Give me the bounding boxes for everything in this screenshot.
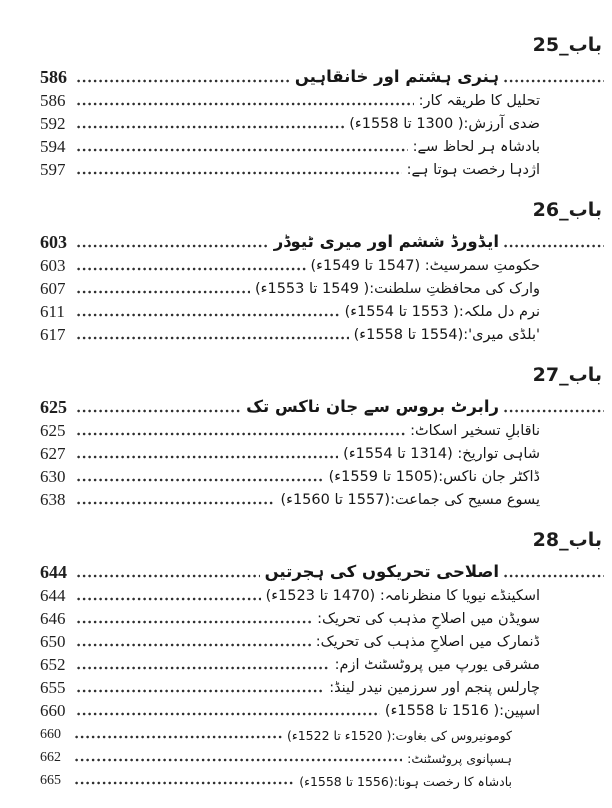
toc-entry-row: [40, 674, 540, 697]
page-number: 625: [40, 421, 66, 441]
chapter-section-28: [40, 527, 604, 789]
page-number: 603: [40, 256, 66, 276]
toc-entry-row: [40, 582, 540, 605]
toc-entry-row: [40, 697, 540, 720]
page-number: 627: [40, 444, 66, 464]
chapter-heading: باب_28: [532, 529, 602, 551]
dot-leader: [504, 574, 604, 578]
toc-entry-row: [40, 321, 540, 344]
dot-leader: [77, 597, 261, 601]
entry-text: ڈاکٹر جان ناکس:(1505 تا 1559ء): [328, 468, 540, 485]
entry-text: چارلس پنجم اور سرزمین نیدر لینڈ:: [329, 679, 540, 696]
dot-leader: [504, 244, 604, 248]
toc-entry-row: [40, 651, 540, 674]
chapter-heading: باب_27: [532, 364, 602, 386]
dot-leader: [77, 148, 408, 152]
dot-leader: [75, 781, 294, 785]
page-number: 644: [40, 586, 66, 606]
dot-leader: [77, 102, 414, 106]
page-number: 646: [40, 609, 66, 629]
entry-text: ناقابلِ تسخیر اسکاٹ:: [410, 422, 540, 439]
entry-text: نرم دل ملکہ:( 1553 تا 1554ء): [344, 303, 540, 320]
dot-leader: [77, 244, 269, 248]
dot-leader: [77, 267, 306, 271]
toc-title-row: [40, 555, 604, 582]
chapter-title: ایڈورڈ ششم اور میری ٹیوڈر: [273, 232, 499, 252]
dot-leader: [75, 758, 402, 762]
toc-title-row: [40, 60, 604, 87]
toc-subentry-row: [40, 766, 512, 789]
toc-subentry-row: [40, 720, 512, 743]
entry-text: بادشاہ ہر لحاظ سے:: [412, 138, 540, 155]
page-number: 586: [40, 91, 66, 111]
entry-text: ڈنمارک میں اصلاحِ مذہب کی تحریک:: [315, 633, 540, 650]
dot-leader: [77, 712, 380, 716]
dot-leader: [77, 336, 349, 340]
chapter-title: ہنری ہشتم اور خانقاہیں: [294, 67, 499, 87]
dot-leader: [77, 409, 241, 413]
page-number: 644: [40, 562, 67, 583]
chapter-section-25: [40, 32, 604, 179]
chapter-section-27: [40, 362, 604, 509]
dot-leader: [77, 455, 338, 459]
dot-leader: [77, 313, 340, 317]
page-number: 665: [40, 773, 61, 789]
entry-text: بادشاہ کا رخصت ہونا:(1556 تا 1558ء): [299, 774, 512, 789]
page-number: 650: [40, 632, 66, 652]
entry-text: 'بلڈی میری':(1554 تا 1558ء): [353, 326, 540, 343]
dot-leader: [504, 79, 604, 83]
page-number: 597: [40, 160, 66, 180]
page-number: 638: [40, 490, 66, 510]
page-number: 594: [40, 137, 66, 157]
dot-leader: [77, 290, 250, 294]
entry-text: شاہی تواریخ: (1314 تا 1554ء): [343, 445, 540, 462]
dot-leader: [77, 432, 405, 436]
page-number: 660: [40, 701, 66, 721]
entry-text: وارک کی محافظتِ سلطنت:( 1549 تا 1553ء): [254, 280, 540, 297]
toc-entry-row: [40, 486, 540, 509]
toc-entry-row: [40, 156, 540, 179]
dot-leader: [77, 79, 290, 83]
entry-text: سویڈن میں اصلاحِ مذہب کی تحریک:: [317, 610, 540, 627]
page-number: 655: [40, 678, 66, 698]
toc-entry-row: [40, 252, 540, 275]
dot-leader: [504, 409, 604, 413]
dot-leader: [77, 501, 275, 505]
page-number: 607: [40, 279, 66, 299]
entry-text: حکومتِ سمرسیٹ: (1547 تا 1549ء): [310, 257, 540, 274]
page-number: 652: [40, 655, 66, 675]
toc-title-row: [40, 225, 604, 252]
entry-text: ضدی آرزش:( 1300 تا 1558ء): [349, 115, 540, 132]
page-number: 660: [40, 727, 61, 743]
page-number: 603: [40, 232, 67, 253]
dot-leader: [75, 735, 282, 739]
page-number: 592: [40, 114, 66, 134]
chapter-section-26: [40, 197, 604, 344]
page-number: 611: [40, 302, 65, 322]
entry-text: اسپین:( 1516 تا 1558ء): [384, 702, 540, 719]
toc-entry-row: [40, 275, 540, 298]
entry-text: یسوع مسیح کی جماعت:(1557 تا 1560ء): [280, 491, 540, 508]
dot-leader: [77, 478, 324, 482]
chapter-heading: باب_26: [532, 199, 602, 221]
dot-leader: [77, 643, 311, 647]
chapter-title: رابرٹ بروس سے جان ناکس تک: [246, 397, 499, 417]
toc-entry-row: [40, 87, 540, 110]
toc-entry-row: [40, 417, 540, 440]
entry-text: ہسپانوی پروٹسٹنٹ:: [407, 751, 512, 766]
toc-entry-row: [40, 133, 540, 156]
toc-title-row: [40, 390, 604, 417]
toc-entry-row: [40, 605, 540, 628]
page-number: 662: [40, 750, 61, 766]
entry-text: مشرقی یورپ میں پروٹسٹنٹ ازم:: [334, 656, 540, 673]
entry-text: کومونیروس کی بغاوت:( 1520ء تا 1522ء): [286, 728, 512, 743]
dot-leader: [77, 689, 324, 693]
dot-leader: [77, 666, 330, 670]
chapter-title: اصلاحی تحریکوں کی ہجرتیں: [264, 562, 499, 582]
page-number: 630: [40, 467, 66, 487]
dot-leader: [77, 574, 260, 578]
entry-text: اژدہا رخصت ہوتا ہے:: [406, 161, 540, 178]
toc-entry-row: [40, 440, 540, 463]
toc-entry-row: [40, 463, 540, 486]
dot-leader: [77, 620, 312, 624]
toc-entry-row: [40, 298, 540, 321]
dot-leader: [77, 171, 402, 175]
page-number: 586: [40, 67, 67, 88]
page-number: 625: [40, 397, 67, 418]
toc-entry-row: [40, 628, 540, 651]
page-number: 617: [40, 325, 66, 345]
chapter-heading: باب_25: [532, 34, 602, 56]
dot-leader: [77, 125, 344, 129]
toc-entry-row: [40, 110, 540, 133]
toc-subentry-row: [40, 743, 512, 766]
entry-text: اسکینڈے نیویا کا منظرنامہ: (1470 تا 1523ء): [265, 587, 540, 604]
entry-text: تحلیل کا طریقہ کار:: [418, 92, 540, 109]
